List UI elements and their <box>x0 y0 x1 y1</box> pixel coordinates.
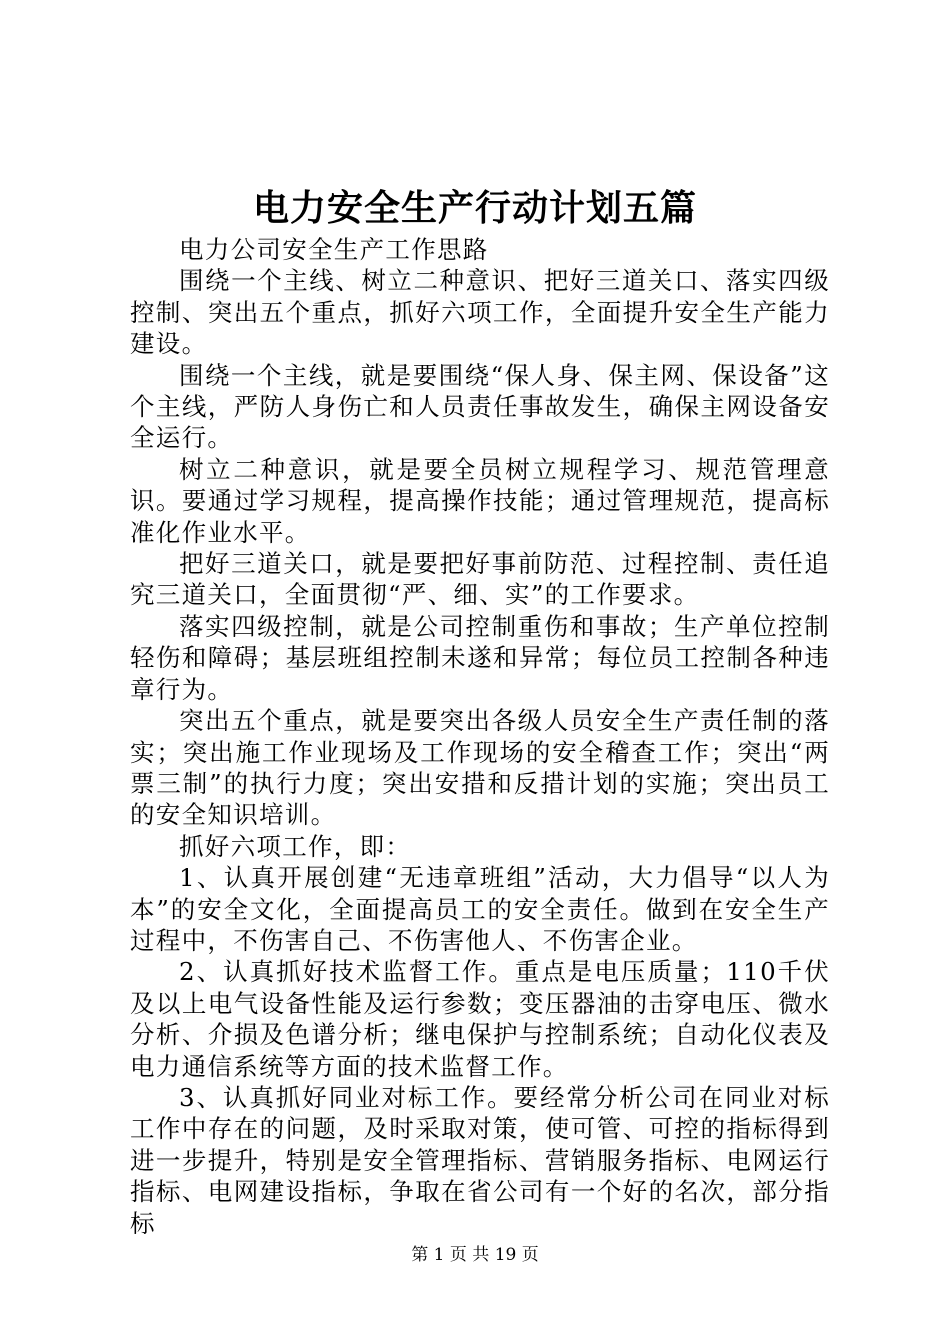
list-item: 1、认真开展创建“无违章班组”活动，大力倡导“以人为本”的安全文化，全面提高员工的安全责任。做到在安全生产过程中，不伤害自己、不伤害他人、不伤害企业。 <box>130 863 830 955</box>
paragraph: 落实四级控制，就是公司控制重伤和事故；生产单位控制轻伤和障碍；基层班组控制未遂和异常；每位员工控制各种违章行为。 <box>130 611 830 704</box>
paragraph: 抓好六项工作，即： <box>179 831 412 861</box>
paragraph: 突出五个重点，就是要突出各级人员安全生产责任制的落实；突出施工作业现场及工作现场的安全稽查工作；突出“两票三制”的执行力度；突出安措和反措计划的实施；突出员工的安全知识培训。 <box>130 706 830 830</box>
paragraph: 围绕一个主线、树立二种意识、把好三道关口、落实四级控制、突出五个重点，抓好六项工作，全面提升安全生产能力建设。 <box>130 266 830 359</box>
list-item: 2、认真抓好技术监督工作。重点是电压质量；110千伏及以上电气设备性能及运行参数；变压器油的击穿电压、微水分析、介损及色谱分析；继电保护与控制系统；自动化仪表及电力通信系统等方面的技术监督工作。 <box>130 957 830 1081</box>
page-footer: 第 1 页 共 19 页 <box>411 1245 539 1265</box>
document-body <box>130 234 830 1239</box>
paragraph: 围绕一个主线，就是要围绕“保人身、保主网、保设备”这个主线，严防人身伤亡和人员责任事故发生，确保主网设备安全运行。 <box>130 360 830 453</box>
paragraph: 把好三道关口，就是要把好事前防范、过程控制、责任追究三道关口，全面贯彻“严、细、实”的工作要求。 <box>130 549 830 610</box>
paragraph: 树立二种意识，就是要全员树立规程学习、规范管理意识。要通过学习规程，提高操作技能；通过管理规范，提高标准化作业水平。 <box>130 454 830 547</box>
paragraph-subtitle: 电力公司安全生产工作思路 <box>179 235 489 264</box>
list-item: 3、认真抓好同业对标工作。要经常分析公司在同业对标工作中存在的问题，及时采取对策，使可管、可控的指标得到进一步提升，特别是安全管理指标、营销服务指标、电网运行指标、电网建设指标，争取在省公司有一个好的名次，部分指标 <box>130 1082 830 1238</box>
document-title: 电力安全生产行动计划五篇 <box>252 187 697 229</box>
